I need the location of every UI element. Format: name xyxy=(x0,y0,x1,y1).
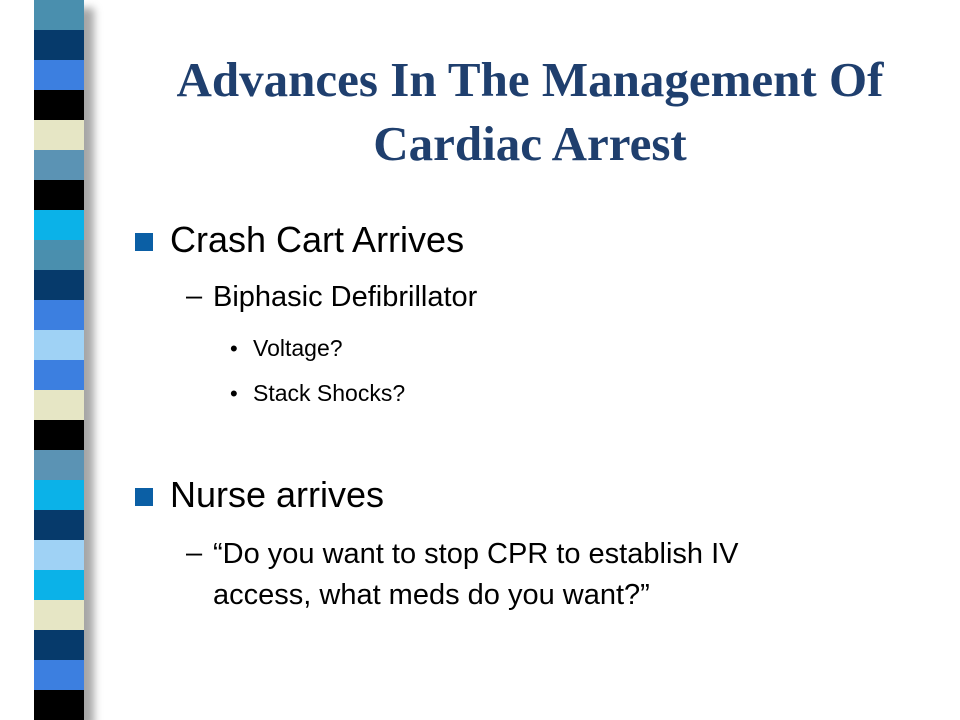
stripe-band xyxy=(34,300,84,330)
dot-icon: • xyxy=(230,336,238,361)
stripe-band xyxy=(34,0,84,30)
stripe-band xyxy=(34,120,84,150)
stripe-band xyxy=(34,240,84,270)
stripe-band xyxy=(34,330,84,360)
subbullet-2-line-1: “Do you want to stop CPR to establish IV xyxy=(213,538,739,570)
stripe-band xyxy=(34,660,84,690)
stripe-band xyxy=(34,450,84,480)
stripe-band xyxy=(34,570,84,600)
stripe-band xyxy=(34,420,84,450)
stripe-band xyxy=(34,30,84,60)
stripe-band xyxy=(34,180,84,210)
dot-icon: • xyxy=(230,381,238,406)
stripe-band xyxy=(34,270,84,300)
stripe-band xyxy=(34,600,84,630)
bullet-2-text: Nurse arrives xyxy=(170,474,385,515)
stripe-band xyxy=(34,540,84,570)
slide-title xyxy=(100,48,960,176)
subbullet-2-line-2: access, what meds do you want?” xyxy=(213,579,650,611)
subsub-2-text: Stack Shocks? xyxy=(253,380,406,406)
title-line-2: Cardiac Arrest xyxy=(373,116,687,171)
stripe-band xyxy=(34,480,84,510)
stripe-band xyxy=(34,690,84,720)
bullet-square-icon xyxy=(135,233,153,251)
stripe-band xyxy=(34,210,84,240)
stripe-band xyxy=(34,360,84,390)
decorative-stripe xyxy=(34,0,84,720)
bullet-1-text: Crash Cart Arrives xyxy=(170,219,465,260)
stripe-band xyxy=(34,150,84,180)
stripe-band xyxy=(34,510,84,540)
stripe-band xyxy=(34,630,84,660)
stripe-band xyxy=(34,60,84,90)
stripe-band xyxy=(34,390,84,420)
dash-icon: – xyxy=(186,280,203,312)
subbullet-1-text: Biphasic Defibrillator xyxy=(213,281,478,313)
stripe-band xyxy=(34,90,84,120)
dash-icon: – xyxy=(186,537,203,569)
subsub-1-text: Voltage? xyxy=(253,335,343,361)
title-line-1: Advances In The Management Of xyxy=(176,52,884,107)
bullet-square-icon xyxy=(135,488,153,506)
